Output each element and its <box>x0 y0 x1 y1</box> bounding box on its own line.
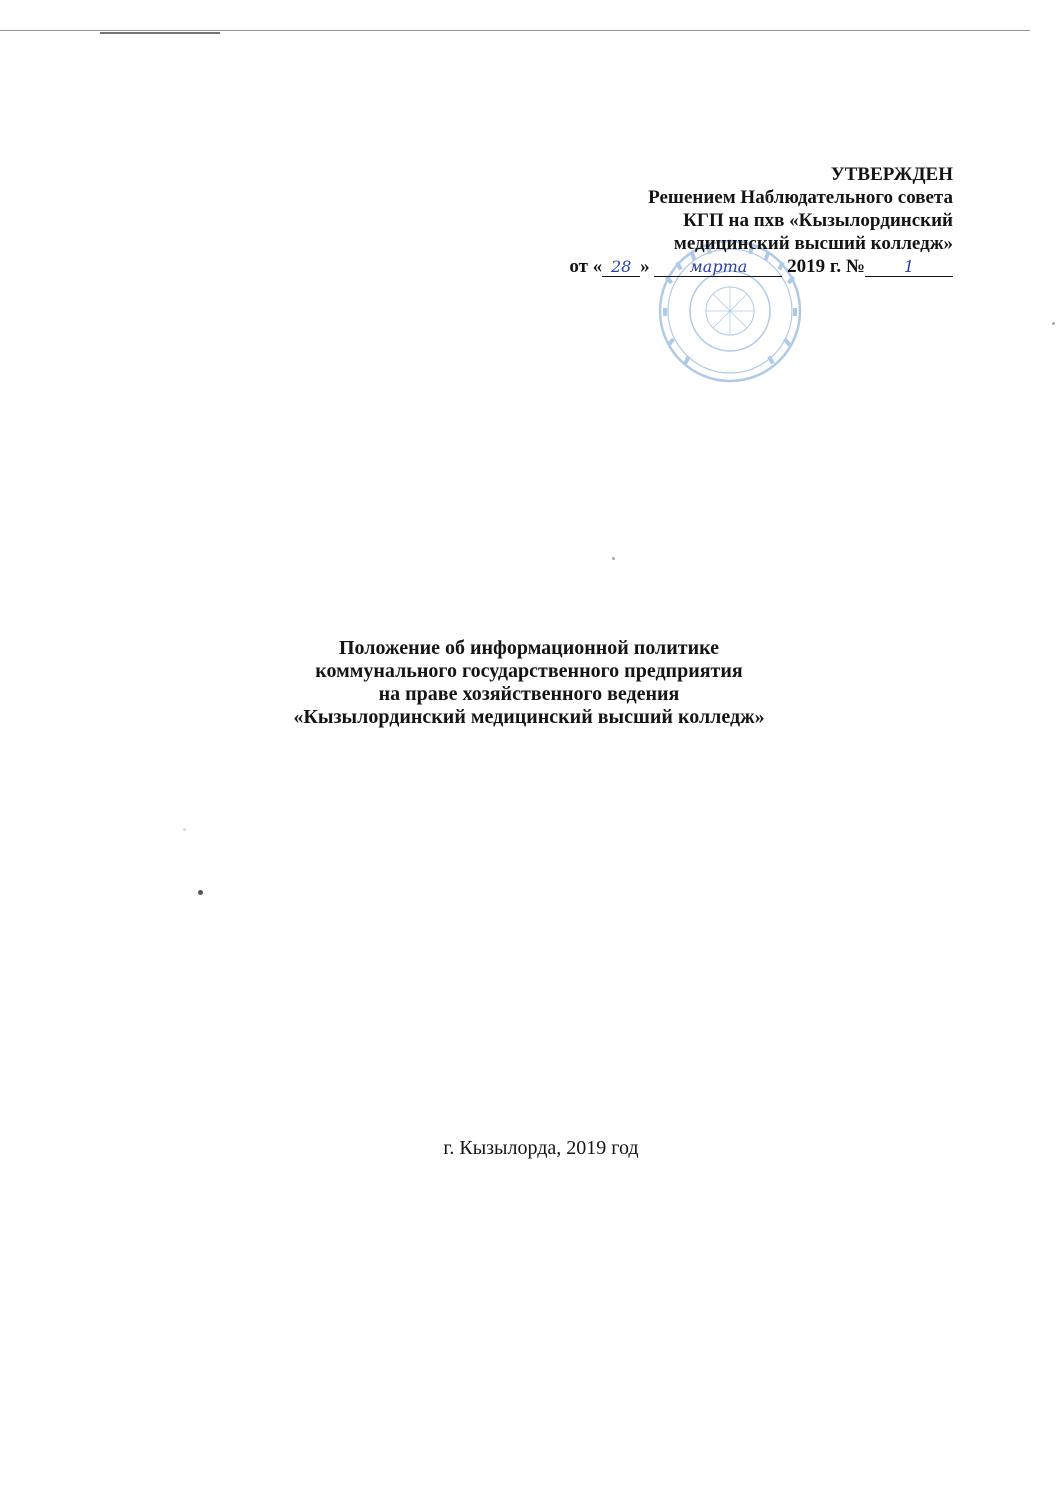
approval-organization-cont: медицинский высший колледж» <box>673 233 953 254</box>
place-and-year: г. Кызылорда, 2019 год <box>443 1137 639 1159</box>
date-mid: » <box>640 256 650 277</box>
scan-speck <box>183 828 186 831</box>
title-line-4: «Кызылординский медицинский высший колледж» <box>293 706 765 728</box>
scan-edge-line <box>0 30 1030 31</box>
scan-speck <box>198 890 203 895</box>
title-line-2: коммунального государственного предприятия <box>315 660 743 682</box>
approval-decision: Решением Наблюдательного совета <box>648 187 953 208</box>
approval-heading: УТВЕРЖДЕН <box>830 164 953 185</box>
title-line-1: Положение об информационной политике <box>338 637 720 659</box>
approval-date-line <box>569 255 953 278</box>
scan-speck <box>612 557 615 560</box>
date-prefix: от « <box>569 256 603 277</box>
handwritten-number: 1 <box>865 258 953 277</box>
approval-organization: КГП на пхв «Кызылординский <box>683 210 953 231</box>
scan-speck <box>1052 322 1055 325</box>
title-line-3: на праве хозяйственного ведения <box>378 683 680 705</box>
handwritten-day: 28 <box>602 258 640 277</box>
date-year: 2019 г. № <box>787 256 865 277</box>
scan-edge-line <box>100 32 220 34</box>
approval-block <box>569 163 953 278</box>
handwritten-month: марта <box>654 258 782 277</box>
document-title <box>0 637 1058 729</box>
